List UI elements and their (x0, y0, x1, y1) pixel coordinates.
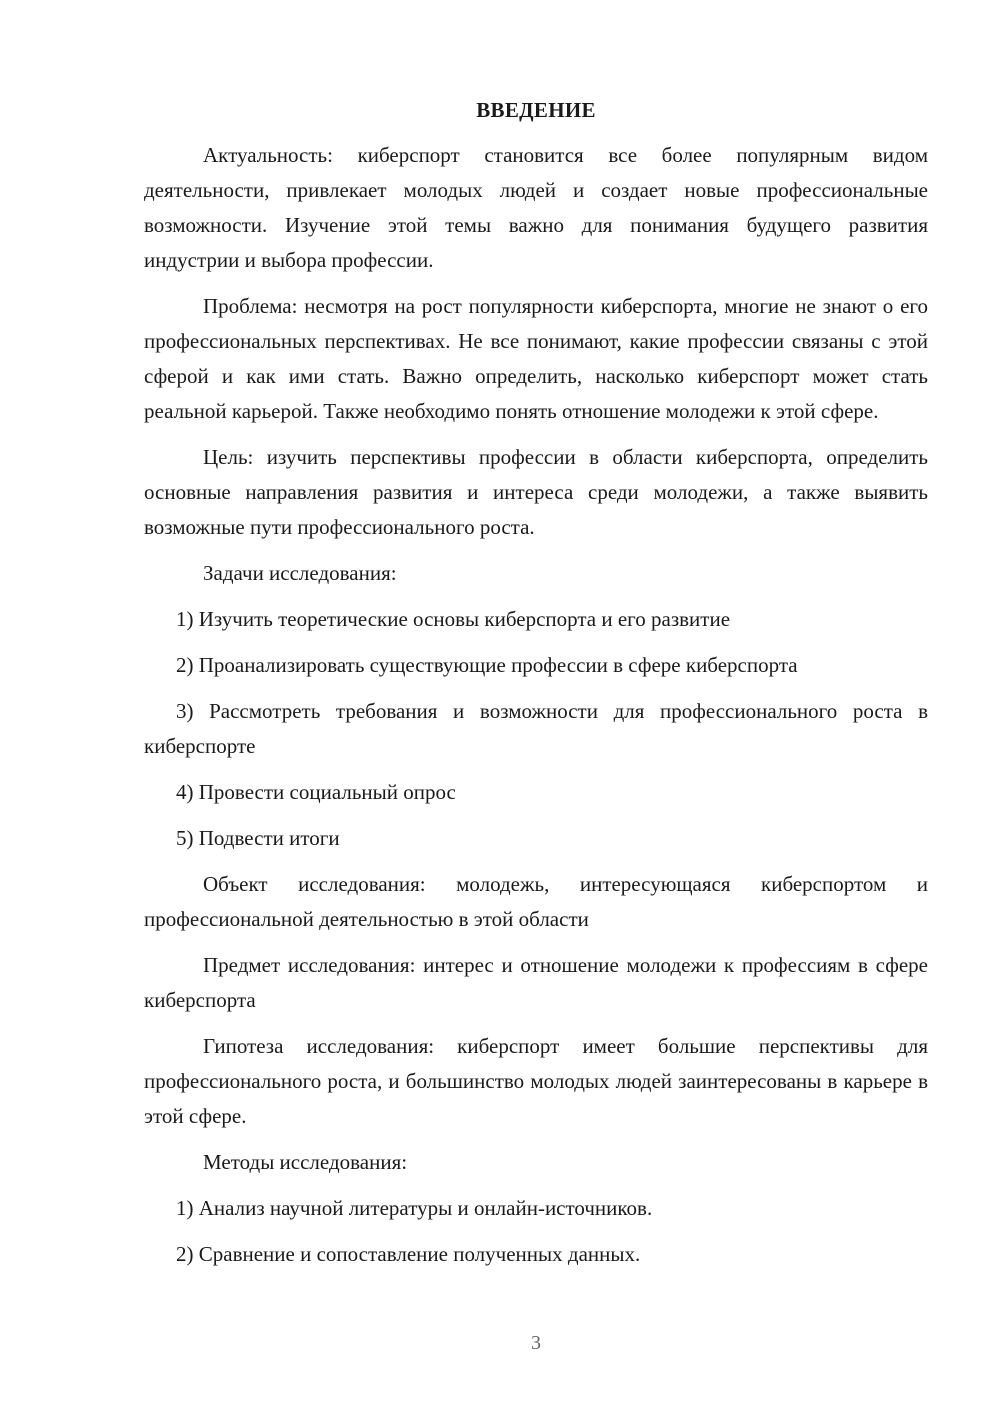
method-item: 1) Анализ научной литературы и онлайн-источников. (176, 1196, 653, 1220)
task-item: 2) Проанализировать существующие профессии в сфере киберспорта (176, 653, 798, 677)
tasks-title: Задачи исследования: (203, 561, 397, 585)
goal-paragraph: Цель: изучить перспективы профессии в области киберспорта, определить основные направления развития и интереса среди молодежи, а также выявить возможные пути профессионального роста. (144, 445, 928, 539)
document-page (144, 94, 928, 1283)
relevance-paragraph: Актуальность: киберспорт становится все более популярным видом деятельности, привлекает молодых людей и создает новые профессиональные возможности. Изучение этой темы важно для понимания будущего развития индустрии и выбора профессии. (144, 143, 928, 272)
task-item: 5) Подвести итоги (176, 826, 340, 850)
task-item: 1) Изучить теоретические основы киберспорта и его развитие (176, 607, 731, 631)
hypothesis-paragraph: Гипотеза исследования: киберспорт имеет большие перспективы для профессионального роста, и большинство молодых людей заинтересованы в карьере в этой сфере. (144, 1034, 928, 1128)
task-item: 4) Провести социальный опрос (176, 780, 456, 804)
task-item: 3) Рассмотреть требования и возможности для профессионального роста в киберспорте (144, 699, 928, 758)
section-heading: ВВЕДЕНИЕ (476, 98, 596, 122)
problem-paragraph: Проблема: несмотря на рост популярности киберспорта, многие не знают о его профессиональных перспективах. Не все понимают, какие профессии связаны с этой сферой и как ими стать. Важно определить, насколько киберспорт может стать реальной карьерой. Также необходимо понять отношение молодежи к этой сфере. (144, 294, 928, 423)
object-paragraph: Объект исследования: молодежь, интересующаяся киберспортом и профессиональной деятельностью в этой области (144, 872, 928, 931)
methods-title: Методы исследования: (203, 1150, 408, 1174)
method-item: 2) Сравнение и сопоставление полученных данных. (176, 1242, 641, 1266)
page-number: 3 (531, 1332, 541, 1354)
subject-paragraph: Предмет исследования: интерес и отношение молодежи к профессиям в сфере киберспорта (144, 953, 928, 1012)
